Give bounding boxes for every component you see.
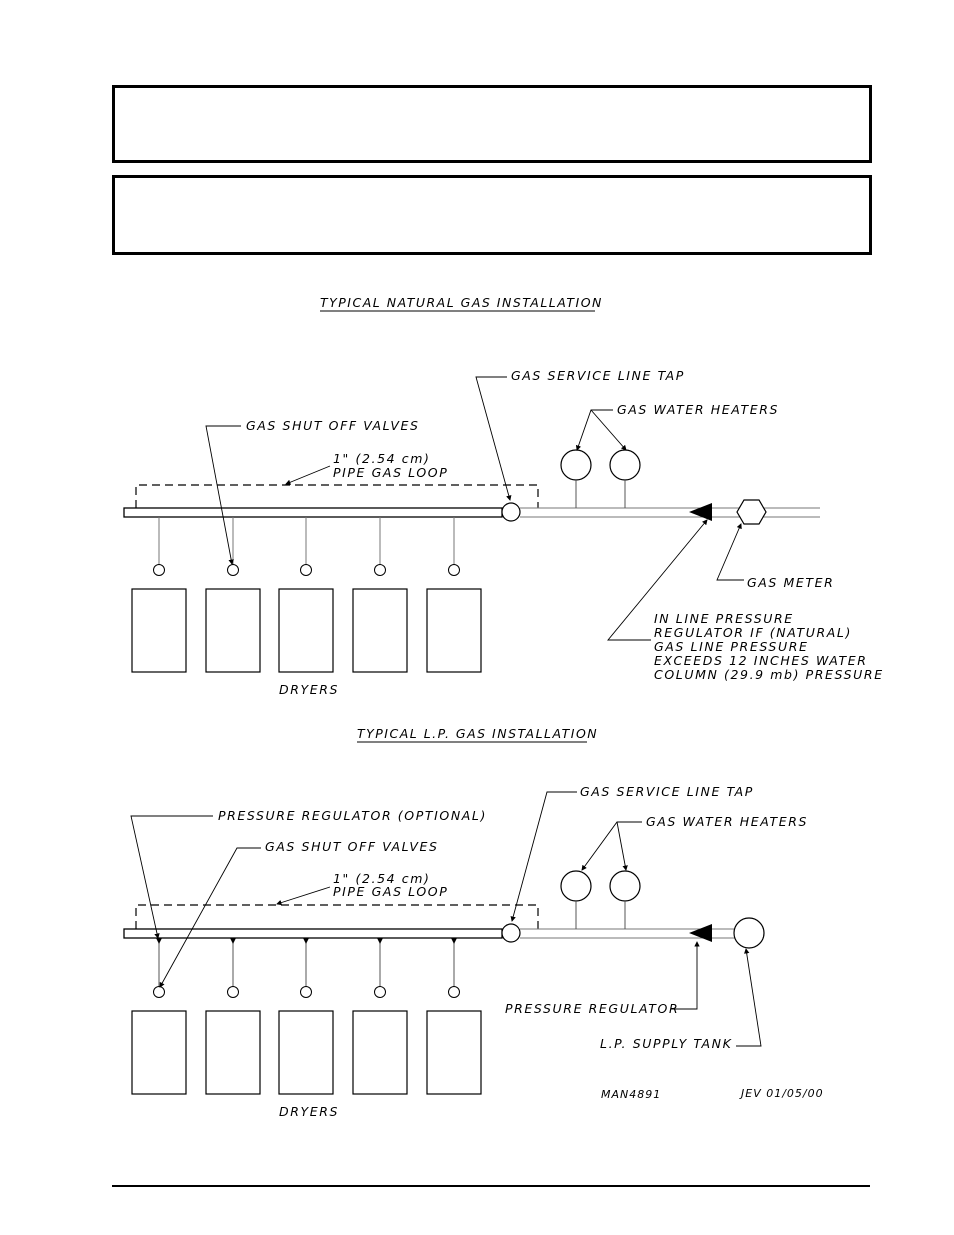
natural-regulator-symbol (689, 503, 712, 521)
lp-shutoff-label: GAS SHUT OFF VALVES (265, 839, 439, 854)
shutoff-valve-icon (228, 987, 239, 998)
natural-loop-label-1: 1" (2.54 cm) (333, 451, 431, 466)
gas-meter-icon (737, 500, 766, 524)
natural-tap-leader (476, 377, 510, 500)
lp-drop-regulator-icon (156, 938, 162, 944)
regulator-note-line-4: EXCEEDS 12 INCHES WATER (654, 653, 868, 668)
shutoff-valve-icon (154, 565, 165, 576)
shutoff-valve-icon (301, 565, 312, 576)
natural-dryers-label: DRYERS (279, 682, 340, 697)
lp-water-heaters-label: GAS WATER HEATERS (646, 814, 809, 829)
natural-service-tap-label: GAS SERVICE LINE TAP (511, 368, 685, 383)
footer-rule (112, 1185, 870, 1187)
lp-regulator-symbol (689, 924, 712, 942)
natural-shutoff-label: GAS SHUT OFF VALVES (246, 418, 420, 433)
natural-meter-leader (717, 524, 744, 580)
lp-dryers-label: DRYERS (279, 1104, 340, 1119)
lp-regulator-leader (671, 942, 697, 1009)
natural-dryer-3 (279, 517, 333, 672)
lp-heater-leader-2 (617, 822, 626, 870)
lp-gas-section (124, 726, 824, 1119)
dryer-unit (353, 1011, 407, 1094)
shutoff-valve-icon (449, 987, 460, 998)
lp-optional-regulator-label: PRESSURE REGULATOR (OPTIONAL) (218, 808, 487, 823)
natural-dryer-5 (427, 517, 481, 672)
natural-dryer-1 (132, 517, 186, 672)
lp-optional-regulator-leader (131, 816, 213, 938)
regulator-note-line-1: IN LINE PRESSURE (654, 611, 794, 626)
natural-heater-leader-1 (577, 410, 613, 450)
shutoff-valve-icon (228, 565, 239, 576)
lp-pipe-loop (136, 905, 538, 929)
regulator-note-line-2: REGULATOR IF (NATURAL) (654, 625, 852, 640)
lp-water-heater-2 (610, 871, 640, 901)
shutoff-valve-icon (301, 987, 312, 998)
drawing-date: JEV 01/05/00 (741, 1087, 824, 1100)
lp-dryer-5 (427, 938, 481, 1094)
lp-supply-tank-label: L.P. SUPPLY TANK (600, 1036, 733, 1051)
gas-meter-label: GAS METER (747, 575, 835, 590)
lp-loop-label-1: 1" (2.54 cm) (333, 871, 431, 886)
shutoff-valve-icon (449, 565, 460, 576)
natural-water-heaters-label: GAS WATER HEATERS (617, 402, 780, 417)
dryer-unit (206, 589, 260, 672)
lp-pressure-regulator-label: PRESSURE REGULATOR (505, 1001, 680, 1016)
lp-dryer-4 (353, 938, 407, 1094)
drawing-number: MAN4891 (601, 1088, 662, 1101)
lp-drop-regulator-icon (377, 938, 383, 944)
lp-tank-leader (736, 949, 761, 1046)
lp-service-tap-label: GAS SERVICE LINE TAP (580, 784, 754, 799)
dryer-unit (132, 589, 186, 672)
regulator-note-line-5: COLUMN (29.9 mb) PRESSURE (654, 667, 884, 682)
natural-loop-label-2: PIPE GAS LOOP (333, 465, 449, 480)
lp-main-pipe (124, 929, 502, 938)
natural-valve-leader (206, 426, 241, 564)
lp-loop-label-2: PIPE GAS LOOP (333, 884, 449, 899)
natural-service-tap-fitting (502, 503, 520, 521)
dryer-unit (279, 1011, 333, 1094)
shutoff-valve-icon (375, 565, 386, 576)
dryer-unit (427, 589, 481, 672)
dryer-unit (206, 1011, 260, 1094)
natural-water-heater-1 (561, 450, 591, 480)
natural-title: TYPICAL NATURAL GAS INSTALLATION (320, 295, 603, 310)
dryer-unit (353, 589, 407, 672)
lp-service-tap-fitting (502, 924, 520, 942)
natural-gas-section (124, 295, 884, 697)
lp-drop-regulator-icon (230, 938, 236, 944)
natural-pipe-loop (136, 485, 538, 508)
dryer-unit (279, 589, 333, 672)
lp-title: TYPICAL L.P. GAS INSTALLATION (357, 726, 599, 741)
shutoff-valve-icon (375, 987, 386, 998)
lp-supply-tank-icon (734, 918, 764, 948)
lp-dryer-1 (132, 938, 186, 1094)
lp-heater-leader-1 (582, 822, 642, 870)
lp-tap-leader (512, 792, 577, 921)
lp-valve-leader (160, 848, 261, 987)
lp-loop-leader (277, 887, 330, 904)
natural-dryer-2 (206, 517, 260, 672)
lp-drop-regulator-icon (451, 938, 457, 944)
regulator-note-line-3: GAS LINE PRESSURE (654, 639, 809, 654)
natural-water-heater-2 (610, 450, 640, 480)
lp-dryer-2 (206, 938, 260, 1094)
natural-main-pipe (124, 508, 502, 517)
lp-drop-regulator-icon (303, 938, 309, 944)
shutoff-valve-icon (154, 987, 165, 998)
dryer-unit (132, 1011, 186, 1094)
dryer-unit (427, 1011, 481, 1094)
natural-loop-leader (286, 466, 330, 484)
natural-dryer-4 (353, 517, 407, 672)
lp-water-heater-1 (561, 871, 591, 901)
lp-dryer-3 (279, 938, 333, 1094)
